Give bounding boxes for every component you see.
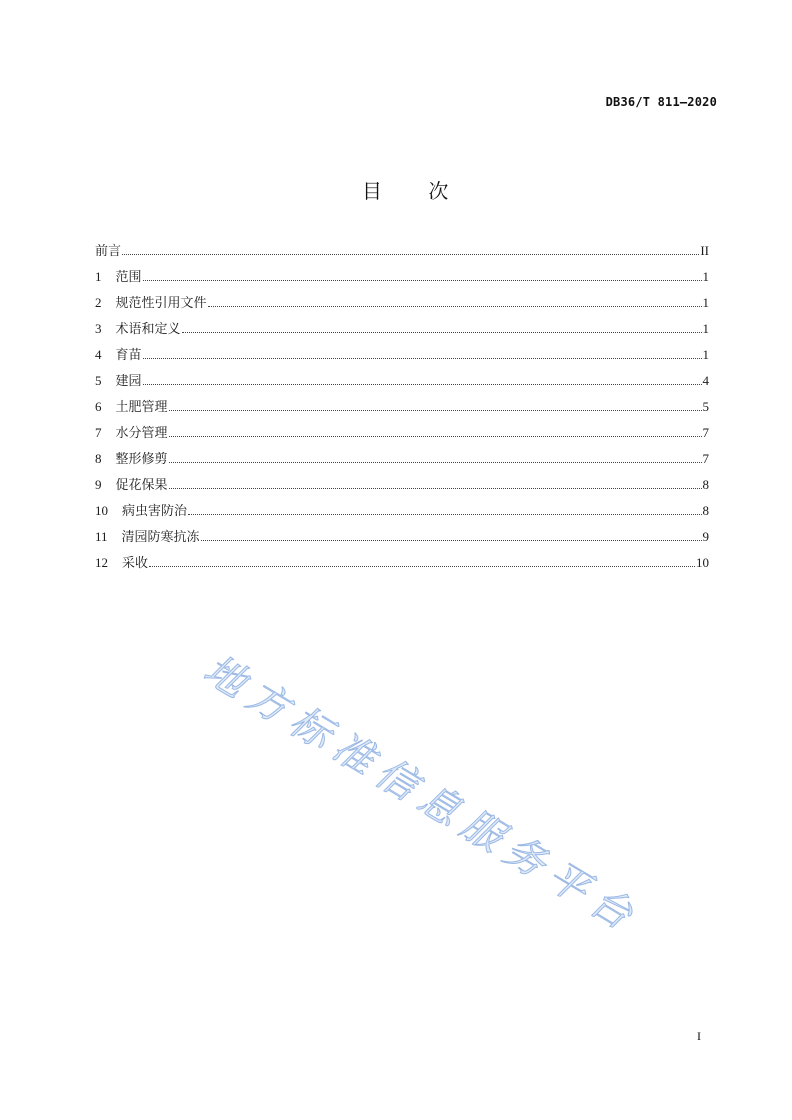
toc-entry-page: II <box>700 243 709 258</box>
toc-entry-label: 规范性引用文件 <box>115 295 207 310</box>
toc-entry <box>95 342 709 368</box>
toc-entry-label: 育苗 <box>115 347 142 362</box>
toc-entry-number: 5 <box>95 373 102 388</box>
toc-entry-page: 9 <box>702 529 709 544</box>
toc-entry <box>95 524 709 550</box>
toc-entry-page: 7 <box>702 425 709 440</box>
toc-entry <box>95 420 709 446</box>
toc-entry-label: 促花保果 <box>115 477 168 492</box>
dot-leader <box>169 462 702 463</box>
toc-entry-page: 1 <box>702 321 709 336</box>
toc-entry <box>95 472 709 498</box>
toc-entry-number: 7 <box>95 425 102 440</box>
toc-entry-number: 2 <box>95 295 102 310</box>
toc-entry <box>95 498 709 524</box>
toc-entry <box>95 316 709 342</box>
document-code: DB36/T 811—2020 <box>605 95 717 109</box>
toc-entry-label: 病虫害防治 <box>122 503 188 518</box>
toc-entry-number: 9 <box>95 477 102 492</box>
toc-entry-number: 4 <box>95 347 102 362</box>
toc-entry-label: 范围 <box>115 269 142 284</box>
dot-leader <box>182 332 702 333</box>
toc-entry <box>95 290 709 316</box>
toc-entry-label: 术语和定义 <box>115 321 181 336</box>
dot-leader <box>169 436 702 437</box>
toc-entry-page: 8 <box>702 503 709 518</box>
toc-entry <box>95 394 709 420</box>
toc-entry <box>95 264 709 290</box>
dot-leader <box>143 384 702 385</box>
toc-entry-number: 1 <box>95 269 102 284</box>
toc-entry-label: 前言 <box>95 243 122 258</box>
dot-leader <box>188 514 701 515</box>
toc-entry-label: 整形修剪 <box>115 451 168 466</box>
toc-entry-page: 1 <box>702 269 709 284</box>
dot-leader <box>169 410 702 411</box>
toc-entry-label: 建园 <box>115 373 142 388</box>
dot-leader <box>201 540 702 541</box>
page-number: I <box>697 1029 701 1043</box>
dot-leader <box>149 566 695 567</box>
toc-entry-number: 11 <box>95 529 108 544</box>
toc-entry <box>95 550 709 576</box>
toc-entry-page: 1 <box>702 295 709 310</box>
dot-leader <box>143 280 702 281</box>
toc-entry-page: 8 <box>702 477 709 492</box>
toc-entry-number: 8 <box>95 451 102 466</box>
toc-entry <box>95 368 709 394</box>
dot-leader <box>208 306 702 307</box>
toc-entry-page: 4 <box>702 373 709 388</box>
page-title: 目 次 <box>362 179 449 203</box>
toc-entry-number: 10 <box>95 503 108 518</box>
dot-leader <box>143 358 702 359</box>
toc-entry-label: 清园防寒抗冻 <box>121 529 200 544</box>
toc-entry-label: 土肥管理 <box>115 399 168 414</box>
toc-entry-number: 12 <box>95 555 108 570</box>
watermark: 地方标准信息服务平台 <box>195 646 649 944</box>
dot-leader <box>122 254 699 255</box>
dot-leader <box>169 488 702 489</box>
toc-entry-page: 5 <box>702 399 709 414</box>
toc-entry <box>95 446 709 472</box>
toc-entry-page: 7 <box>702 451 709 466</box>
toc-entry-page: 10 <box>696 555 709 570</box>
toc-entry-label: 水分管理 <box>115 425 168 440</box>
toc-entry-page: 1 <box>702 347 709 362</box>
toc-entry-number: 6 <box>95 399 102 414</box>
table-of-contents <box>95 238 709 576</box>
toc-entry-label: 采收 <box>122 555 149 570</box>
toc-entry <box>95 238 709 264</box>
toc-entry-number: 3 <box>95 321 102 336</box>
